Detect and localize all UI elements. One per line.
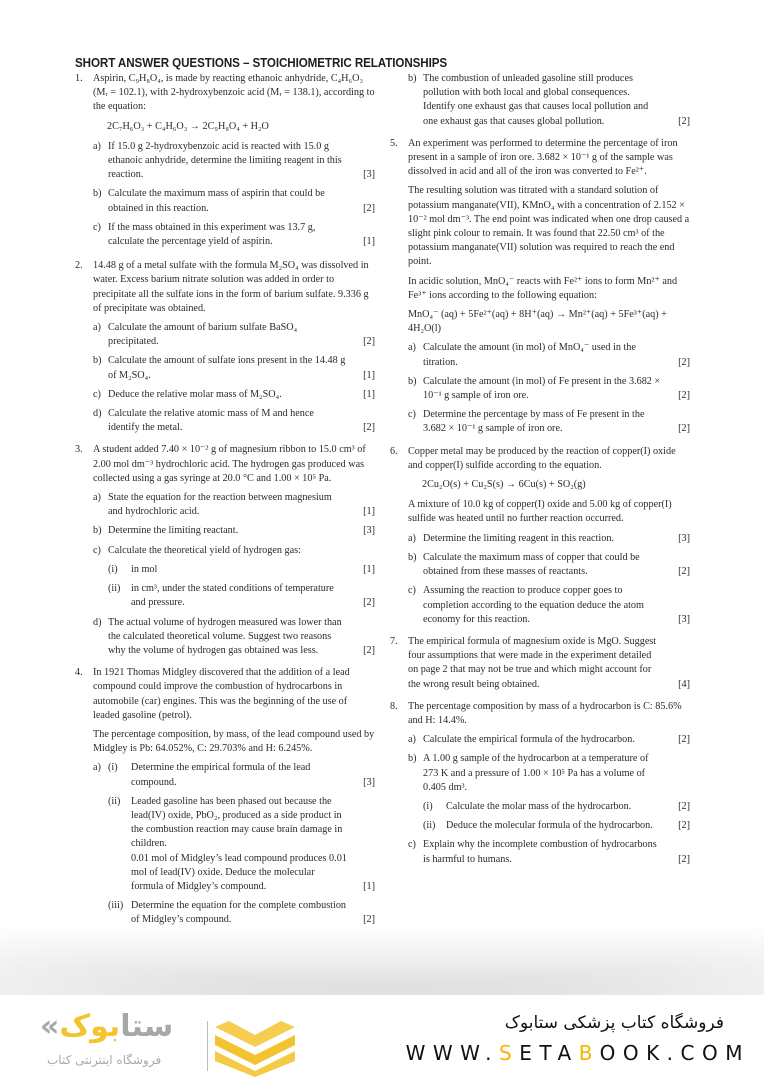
marks: [4]: [678, 678, 690, 690]
marks: [2]: [363, 914, 375, 926]
question-part: b) Determine the limiting reactant. [3]: [93, 524, 375, 538]
question-subpart: (i) Calculate the molar mass of the hydrocarbon. [2]: [408, 800, 690, 814]
question-intro: The resulting solution was titrated with a standard solution of potassium manganate(VII), KMnO₄ with a concentration of 2.152 × 10⁻² mol dm⁻³. The end point was indicated when one drop caused a slight pink colour to remain. It was found that 22.50 cm³ of the potassium manganate(VII) solution was required to reach the end point.: [408, 185, 690, 268]
equation: 2C₇H₆O₃ + C₄H₆O₃ → 2C₉H₈O₄ + H₂O: [107, 120, 269, 132]
logo-wordmark: «ستابوک: [40, 1009, 174, 1044]
question-part: c) Determine the percentage by mass of Fe present in the 3.682 × 10⁻¹ g sample of iron ore. [2]: [408, 408, 690, 436]
store-banner: [0, 995, 764, 1080]
question-part: a) Determine the limiting reagent in this reaction. [3]: [408, 532, 690, 546]
question-part: b) Calculate the amount of sulfate ions present in the 14.48 g of M₂SO₄. [1]: [93, 354, 375, 382]
question-number: 6.: [390, 445, 398, 457]
chevron-logo-icon: [215, 1021, 295, 1077]
question-6: [390, 445, 690, 627]
question-number: 8.: [390, 700, 398, 712]
question-part: a) If 15.0 g 2-hydroxybenzoic acid is reacted with 15.0 g ethanoic anhydride, determine the limiting reagent in this reaction. [3]: [93, 140, 375, 183]
marks: [2]: [678, 734, 690, 746]
marks: [2]: [678, 853, 690, 865]
store-url[interactable]: WWW.SETABOOK.COM: [405, 1041, 750, 1065]
question-intro: In acidic solution, MnO₄⁻ reacts with Fe²⁺ ions to form Mn²⁺ and Fe³⁺ ions according to the following equation:: [408, 275, 678, 301]
question-intro: A student added 7.40 × 10⁻² g of magnesium ribbon to 15.0 cm³ of 2.00 mol dm⁻³ hydrochloric acid. The hydrogen gas produced was collected using a gas syringe at 20.0 °C and 1.00 × 10⁵ Pa.: [93, 444, 366, 484]
marks: [3]: [363, 525, 375, 537]
marks: [1]: [363, 563, 375, 575]
question-2: [75, 259, 375, 435]
question-5: [390, 137, 690, 437]
marks: [2]: [678, 423, 690, 435]
equation: 2Cu₂O(s) + Cu₂S(s) → 6Cu(s) + SO₂(g): [422, 479, 586, 491]
marks: [3]: [678, 613, 690, 625]
marks: [1]: [363, 880, 375, 892]
question-subpart: (i) in mol [1]: [93, 563, 375, 577]
question-part: d) The actual volume of hydrogen measured was lower than the calculated theoretical volume. Suggest two reasons why the volume of hydrogen gas obtained was less. [2]: [93, 616, 375, 659]
question-number: 3.: [75, 444, 83, 456]
marks: [2]: [678, 356, 690, 368]
marks: [2]: [678, 566, 690, 578]
question-intro: In 1921 Thomas Midgley discovered that the addition of a lead compound could improve the combustion of hydrocarbons in automobile (car) engines. This was the beginning of the use of leaded gasoline (petrol).: [93, 667, 350, 721]
question-intro: The percentage composition, by mass, of the lead compound used by Midgley is Pb: 64.052%, C: 29.703% and H: 6.245%.: [93, 728, 375, 755]
marks: [1]: [363, 236, 375, 248]
question-number: 1.: [75, 73, 83, 84]
equation: MnO₄⁻ (aq) + 5Fe²⁺(aq) + 8H⁺(aq) → Mn²⁺(aq) + 5Fe³⁺(aq) + 4H₂O(l): [408, 309, 667, 335]
question-subpart: a) (i) Determine the empirical formula of the lead compound. [3]: [93, 761, 375, 789]
question-8: [390, 700, 690, 867]
question-part: a) Calculate the amount (in mol) of MnO₄⁻ used in the titration. [2]: [408, 341, 690, 369]
question-4: [75, 666, 375, 927]
question-part: b) Calculate the maximum mass of copper that could be obtained from these masses of reactants. [2]: [408, 551, 690, 579]
marks: [1]: [363, 369, 375, 381]
question-number: 7.: [390, 635, 398, 647]
question-intro: Copper metal may be produced by the reaction of copper(I) oxide and copper(I) sulfide according to the equation.: [408, 445, 676, 471]
question-intro: A mixture of 10.0 kg of copper(I) oxide and 5.00 kg of copper(I) sulfide was heated until no further reaction occurred.: [408, 499, 672, 525]
question-part: b) A 1.00 g sample of the hydrocarbon at a temperature of 273 K and a pressure of 1.00 × 10⁵ Pa has a volume of 0.405 dm³.: [408, 753, 649, 793]
question-1: [75, 72, 375, 249]
question-part: b) Calculate the amount (in mol) of Fe present in the 3.682 × 10⁻¹ g sample of iron ore. [2]: [408, 375, 690, 403]
marks: [2]: [363, 644, 375, 656]
question-part: c) Deduce the relative molar mass of M₂SO₄. [1]: [93, 388, 375, 402]
question-number: 2.: [75, 260, 83, 272]
question-part: a) Calculate the empirical formula of the hydrocarbon. [2]: [408, 733, 690, 747]
question-part: b) The combustion of unleaded gasoline still produces pollution with both local and global consequences. Identify one exhaust gas that causes local pollution and one exhaust gas that causes global pollution. [2]: [408, 72, 690, 129]
marks: [2]: [363, 422, 375, 434]
question-part: c) Explain why the incomplete combustion of hydrocarbons is harmful to humans. [2]: [408, 838, 690, 866]
marks: [1]: [363, 388, 375, 400]
marks: [3]: [678, 532, 690, 544]
marks: [2]: [678, 390, 690, 402]
question-part: a) Calculate the amount of barium sulfate BaSO₄ precipitated. [2]: [93, 321, 375, 349]
question-subpart: (iii) Determine the equation for the complete combustion of Midgley’s compound. [2]: [93, 899, 375, 927]
marks: [3]: [363, 776, 375, 788]
question-4-continued: [390, 72, 690, 129]
question-intro: The percentage composition by mass of a hydrocarbon is C: 85.6% and H: 14.4%.: [408, 700, 682, 726]
left-column: [75, 72, 375, 934]
logo-divider: [207, 1021, 208, 1071]
marks: [2]: [363, 597, 375, 609]
question-intro: An experiment was performed to determine the percentage of iron present in a sample of iron ore. 3.682 × 10⁻¹ g of the sample was dissolved in acid and all of the iron was converted to Fe²⁺.: [408, 137, 678, 178]
section-title: SHORT ANSWER QUESTIONS – STOICHIOMETRIC RELATIONSHIPS: [75, 56, 448, 70]
question-number: 4.: [75, 667, 83, 679]
question-part: a) State the equation for the reaction between magnesium and hydrochloric acid. [1]: [93, 491, 375, 519]
marks: [2]: [678, 800, 690, 812]
marks: [2]: [363, 202, 375, 214]
question-part: c) Calculate the theoretical yield of hydrogen gas:: [93, 544, 301, 556]
question-intro: 14.48 g of a metal sulfate with the formula M₂SO₄ was dissolved in water. Excess barium nitrate solution was added in order to precipitate all the sulfate ions in the form of barium sulfate. 9.336 g of precipitate was obtained.: [93, 260, 369, 314]
question-3: [75, 443, 375, 658]
question-subpart: (ii) Leaded gasoline has been phased out because the lead(IV) oxide, PbO₂, produced as a side product in the combustion reaction may cause brain damage in children. 0.01 mol of Midgley’s lead compound produces 0.01 mol of lead(IV) oxide. Deduce the molecular formula of Midgley’s compound. [1]: [93, 795, 375, 894]
store-logo[interactable]: [35, 1007, 295, 1075]
marks: [2]: [678, 115, 690, 127]
question-part: d) Calculate the relative atomic mass of M and hence identify the metal. [2]: [93, 407, 375, 435]
logo-subtitle: فروشگاه اینترنتی کتاب: [47, 1053, 162, 1067]
question-part: c) Assuming the reaction to produce copper goes to completion according to the equation deduce the atom economy for this reaction. [3]: [408, 584, 690, 627]
question-subpart: (ii) Deduce the molecular formula of the hydrocarbon. [2]: [408, 819, 690, 833]
marks: [3]: [363, 169, 375, 181]
question-part: b) Calculate the maximum mass of aspirin that could be obtained in this reaction. [2]: [93, 187, 375, 215]
question-subpart: (ii) in cm³, under the stated conditions of temperature and pressure. [2]: [93, 582, 375, 610]
marks: [2]: [363, 336, 375, 348]
question-part: c) If the mass obtained in this experiment was 13.7 g, calculate the percentage yield of aspirin. [1]: [93, 221, 375, 249]
store-name: فروشگاه کتاب پزشکی ستابوک: [504, 1013, 724, 1033]
question-7: [390, 635, 690, 692]
question-intro: Aspirin, C₉H₈O₄, is made by reacting ethanoic anhydride, C₄H₆O₃ (Mᵣ = 102.1), with 2-hydroxybenzoic acid (Mᵣ = 138.1), according to the equation:: [93, 73, 375, 113]
question-number: 5.: [390, 137, 398, 149]
right-column: [390, 72, 690, 873]
question-text: The empirical formula of magnesium oxide is MgO. Suggest four assumptions that were made in the experiment detailed on page 2 that may not be true and which might account for the wrong result being obtained.: [408, 635, 657, 690]
marks: [1]: [363, 506, 375, 518]
marks: [2]: [678, 820, 690, 832]
